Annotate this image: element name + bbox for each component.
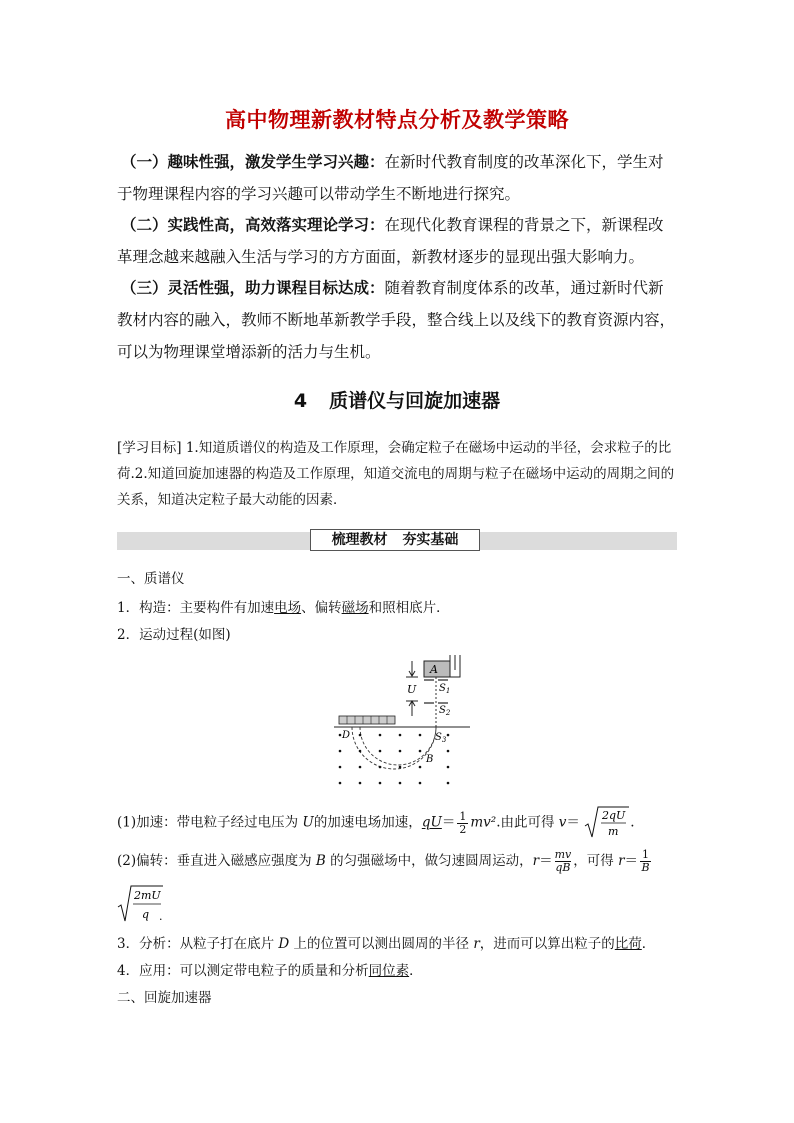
feature-1-label: （一）趣味性强，激发学生学习兴趣 [121, 153, 370, 171]
feature-2-label: （二）实践性高，高效落实理论学习 [121, 216, 370, 234]
lesson-heading [0, 386, 794, 413]
underlined-answer: 比荷 [614, 936, 642, 952]
goal-label: [学习目标] [117, 440, 182, 456]
band-right-text: 夯实基础 [402, 532, 459, 548]
label-B: B [426, 754, 434, 765]
svg-text:.: . [159, 910, 163, 923]
s1-deflection: (2)偏转：垂直进入磁感应强度为 B 的匀强磁场中，做匀速圆周运动，r＝ $\frac{mv}{qB}$ ，可得 r＝ $\frac{1}{B}$ [117, 848, 650, 874]
mass-spectrometer-diagram [330, 655, 480, 795]
underlined-answer: 电场 [274, 600, 302, 616]
fraction-1-B: $\frac{1}{B}$ [641, 848, 650, 874]
feature-3-label: （三）灵活性强，助力课程目标达成 [121, 279, 370, 297]
s1-analysis: 3．分析：从粒子打在底片 D 上的位置可以测出圆周的半径 r，进而可以算出粒子的比荷． [117, 936, 656, 952]
band-left-text: 梳理教材 [331, 532, 388, 548]
sqrt-2mU-over-q [117, 885, 165, 925]
lesson-number: 4 [293, 390, 308, 412]
s1-acceleration: (1)加速：带电粒子经过电压为 U的加速电场加速，qU＝ $\frac{1}{2}$ mv².由此可得 v＝ 2qU m . [117, 806, 635, 840]
underlined-answer: 磁场 [341, 600, 369, 616]
feature-1-text: 在新时代教育制度的改革深化下，学生对于物理课程内容的学习兴趣可以带动学生不断地进行探究。 [117, 153, 664, 203]
feature-2: （二）实践性高，高效落实理论学习：在现代化教育课程的背景之下，新课程改革理念越来越融入生活与学习的方方面面，新教材逐步的显现出强大影响力。 [117, 216, 664, 266]
page-title: 高中物理新教材特点分析及教学策略 [225, 108, 569, 132]
lesson-title: 质谱仪与回旋加速器 [329, 390, 501, 412]
label-A: A [430, 663, 438, 676]
underlined-answer: 同位素 [368, 963, 410, 979]
sqrt-denominator: m [608, 825, 619, 838]
s1-process: 2．运动过程(如图) [117, 627, 231, 643]
s1-structure: 1．构造：主要构件有加速电场、偏转磁场和照相底片． [117, 600, 450, 616]
label-S3: $S_3$ [435, 732, 447, 744]
fraction-mv-qB: $\frac{mv}{qB}$ [554, 848, 572, 874]
svg-text:q: q [142, 908, 150, 921]
s2-heading: 二、回旋加速器 [117, 990, 212, 1006]
fraction-half: $\frac{1}{2}$ [459, 809, 467, 836]
label-S1: $S_1$ [439, 683, 451, 695]
feature-3-text: 随着教育制度体系的改革，通过新时代新教材内容的融入，教师不断地革新教学手段，整合线上以及线下的教育资源内容，可以为物理课堂增添新的活力与生机。 [117, 279, 676, 361]
feature-3: （三）灵活性强，助力课程目标达成：随着教育制度体系的改革，通过新时代新教材内容的融入，教师不断地革新教学手段，整合线上以及线下的教育资源内容，可以为物理课堂增添新的活力与生机。 [117, 279, 676, 361]
s1-application: 4．应用：可以测定带电粒子的质量和分析同位素． [117, 963, 423, 979]
label-D: D [342, 730, 351, 741]
s1-heading: 一、质谱仪 [117, 571, 185, 587]
photo-plate [339, 716, 395, 724]
goal-text: 1.知道质谱仪的构造及工作原理，会确定粒子在磁场中运动的半径，会求粒子的比荷.2.知道回旋加速器的构造及工作原理，知道交流电的周期与粒子在磁场中运动的周期之间的关系，知道决定粒子最大动能的因素． [117, 440, 675, 508]
feature-1: （一）趣味性强，激发学生学习兴趣：在新时代教育制度的改革深化下，学生对于物理课程内容的学习兴趣可以带动学生不断地进行探究。 [117, 153, 664, 203]
section-band-label [310, 529, 480, 551]
label-S2: $S_2$ [439, 705, 451, 717]
label-U: U [407, 683, 417, 696]
feature-2-text: 在现代化教育课程的背景之下，新课程改革理念越来越融入生活与学习的方方面面，新教材逐步的显现出强大影响力。 [117, 216, 664, 266]
sqrt-numerator: 2qU [602, 809, 626, 822]
learning-goal [117, 435, 679, 513]
svg-text:2mU: 2mU [134, 889, 161, 902]
sqrt-2qU-over-m [584, 806, 630, 840]
